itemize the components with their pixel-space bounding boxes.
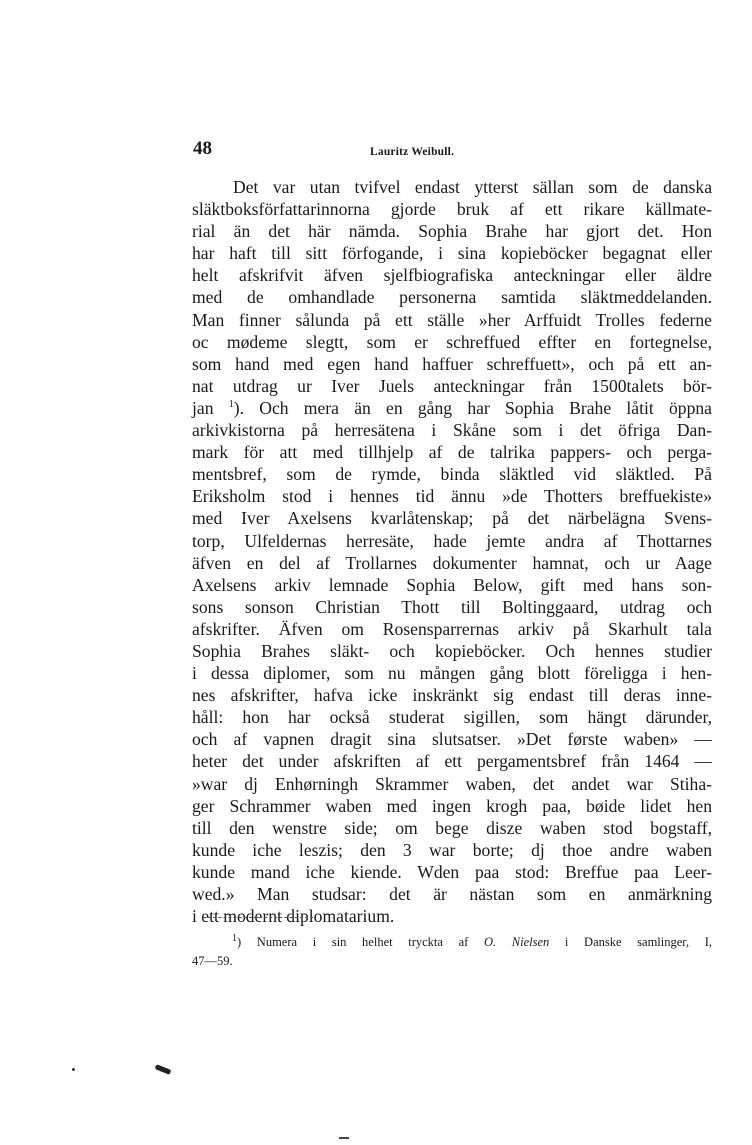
footnote-divider xyxy=(203,917,313,918)
footnote xyxy=(192,933,712,971)
text-line: ger Schrammer waben med ingen krogh paa, bøide lidet hen xyxy=(192,795,712,816)
footnote-line: 47—59. xyxy=(192,954,233,968)
text-line: wed.» Man studsar: det är nästan som en anmärkning xyxy=(192,884,712,904)
text-line: »war dj Enhørningh Skrammer waben, det andet war Stiha- xyxy=(192,773,712,794)
text-line: i dessa diplomer, som nu mången gång blott föreligga i hen- xyxy=(192,663,712,684)
text-line: äfven en del af Trollarnes dokumenter hamnat, och ur Aage xyxy=(192,552,712,573)
footnote-line xyxy=(192,933,712,952)
text-line: Sophia Brahes släkt- och kopieböcker. Och hennes studier xyxy=(192,640,712,661)
text-line: kunde mand iche kiende. Wden paa stod: Breffue paa Leer- xyxy=(192,861,712,882)
text-line: har haft till sitt förfogande, i sina kopieböcker begagnat eller xyxy=(192,243,712,264)
text-line: torp, Ulfeldernas herresäte, hade jemte andra af Thottarnes xyxy=(192,530,712,551)
footnote-marker: 1 xyxy=(232,932,237,944)
text-line: mentsbref, som de rymde, binda släktled vid släktled. På xyxy=(192,464,712,485)
text-line: till den wenstre side; om bege disze waben stod bogstaff, xyxy=(192,817,712,838)
footnote-text: i Danske samlinger, I, xyxy=(564,935,713,949)
text-line: Det var utan tvifvel endast ytterst sällan som de danska xyxy=(233,177,712,197)
footnote-text: ) Numera i sin helhet tryckta af xyxy=(237,935,469,949)
text-line: nat utdrag ur Iver Juels anteckningar från 1500talets bör- xyxy=(192,375,712,396)
text-line: sons sonson Christian Thott till Boltinggaard, utdrag och xyxy=(192,596,712,617)
text-line: släktboksförfattarinnorna gjorde bruk af ett rikare källmate- xyxy=(192,199,712,220)
text-line: kunde iche leszis; den 3 war borte; dj thoe andre waben xyxy=(192,839,712,860)
scan-mark xyxy=(339,1137,349,1139)
text-line: i ett modernt diplomatarium. xyxy=(192,906,395,927)
text-line: Eriksholm stod i hennes tid ännu »de Thotters breffuekiste» xyxy=(192,486,712,507)
text-line: oc mødeme slegtt, som er schreffued effter en fortegnelse, xyxy=(192,331,712,352)
scan-smudge xyxy=(155,1064,172,1075)
text-line: håll: hon har också studerat sigillen, som hängt därunder, xyxy=(192,707,712,728)
text-line: rial än det här nämda. Sophia Brahe har gjort det. Hon xyxy=(192,221,712,242)
text-line: och af vapnen dragit sina slutsatser. »Det første waben» — xyxy=(192,729,712,750)
running-head: Lauritz Weibull. xyxy=(370,146,455,158)
footnote-author: O. Nielsen xyxy=(483,935,550,949)
text-line: med de omhandlade personerna samtida släktmeddelanden. xyxy=(192,287,712,308)
text-line: som hand med egen hand haffuer schreffuett», och på ett an- xyxy=(192,353,712,374)
text-line: helt afskrifvit äfven sjelfbiografiska anteckningar eller äldre xyxy=(192,265,712,286)
body-text xyxy=(192,176,712,927)
text-line: med Iver Axelsens kvarlåtenskap; på det närbelägna Svens- xyxy=(192,508,712,529)
scan-speck xyxy=(72,1068,75,1071)
text-line xyxy=(192,397,712,419)
page-number: 48 xyxy=(193,138,212,159)
text-line: heter det under afskriften af ett pergamentsbref från 1464 — xyxy=(192,751,712,772)
text-line: Man finner sålunda på ett ställe »her Arffuidt Trolles federne xyxy=(192,309,712,330)
text-fragment: jan xyxy=(192,397,214,418)
text-fragment: ). Och mera än en gång har Sophia Brahe låtit öppna xyxy=(233,397,712,418)
text-line: mark för att med tillhjelp af de talrika pappers- och perga- xyxy=(192,442,712,463)
footnote-reference[interactable]: 1 xyxy=(228,399,234,411)
text-line: Axelsens arkiv lemnade Sophia Below, gift med hans son- xyxy=(192,574,712,595)
text-line: arkivkistorna på herresätena i Skåne som i det öfriga Dan- xyxy=(192,420,712,441)
text-line: nes afskrifter, hafva icke inskränkt sig endast till deras inne- xyxy=(192,685,712,706)
text-line: afskrifter. Äfven om Rosensparrernas arkiv på Skarhult tala xyxy=(192,618,712,639)
